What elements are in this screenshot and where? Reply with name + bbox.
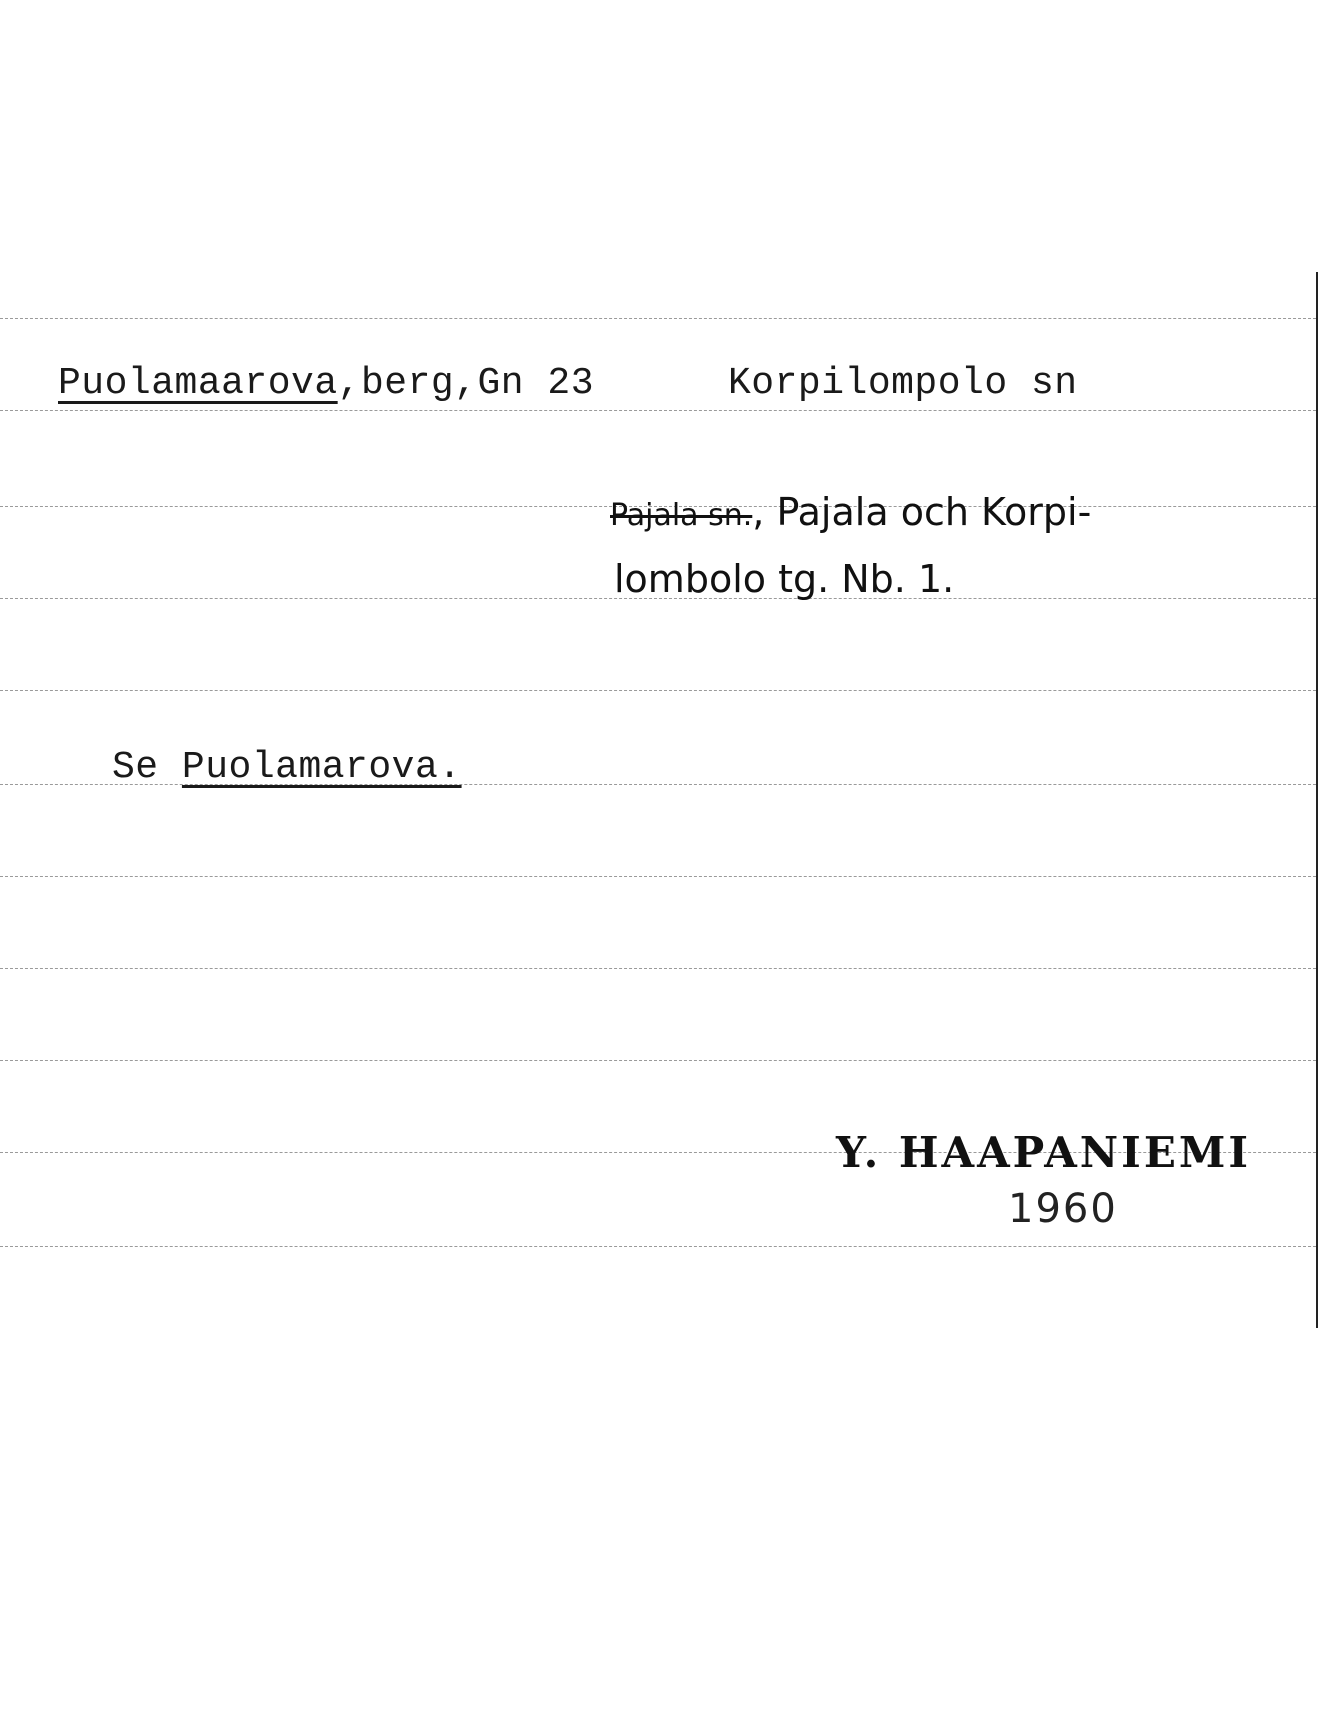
location-text-1: , Pajala och Korpi-	[752, 490, 1092, 534]
collector-stamp: Y. HAAPANIEMI	[836, 1128, 1251, 1177]
reference-target: Puolamarova.	[181, 746, 462, 789]
ruled-line	[0, 1246, 1316, 1247]
ruled-line	[0, 690, 1316, 691]
ruled-line	[0, 410, 1316, 411]
stamp-year: 1960	[1008, 1186, 1118, 1232]
card-right-edge	[1316, 272, 1318, 1328]
struck-parish: Pajala sn.	[610, 498, 753, 533]
location-line-1	[610, 490, 1091, 534]
ruled-line	[0, 876, 1316, 877]
entry-description: ,berg,Gn 23	[337, 362, 594, 405]
ruled-line	[0, 318, 1316, 319]
cross-reference	[112, 746, 462, 789]
parish: Korpilompolo sn	[728, 362, 1078, 405]
headword: Puolamaarova	[58, 362, 338, 405]
entry-line	[58, 362, 594, 405]
ruled-line	[0, 968, 1316, 969]
ruled-line	[0, 1060, 1316, 1061]
reference-prefix: Se	[112, 746, 159, 789]
location-line-2: lombolo tg. Nb. 1.	[614, 557, 955, 601]
